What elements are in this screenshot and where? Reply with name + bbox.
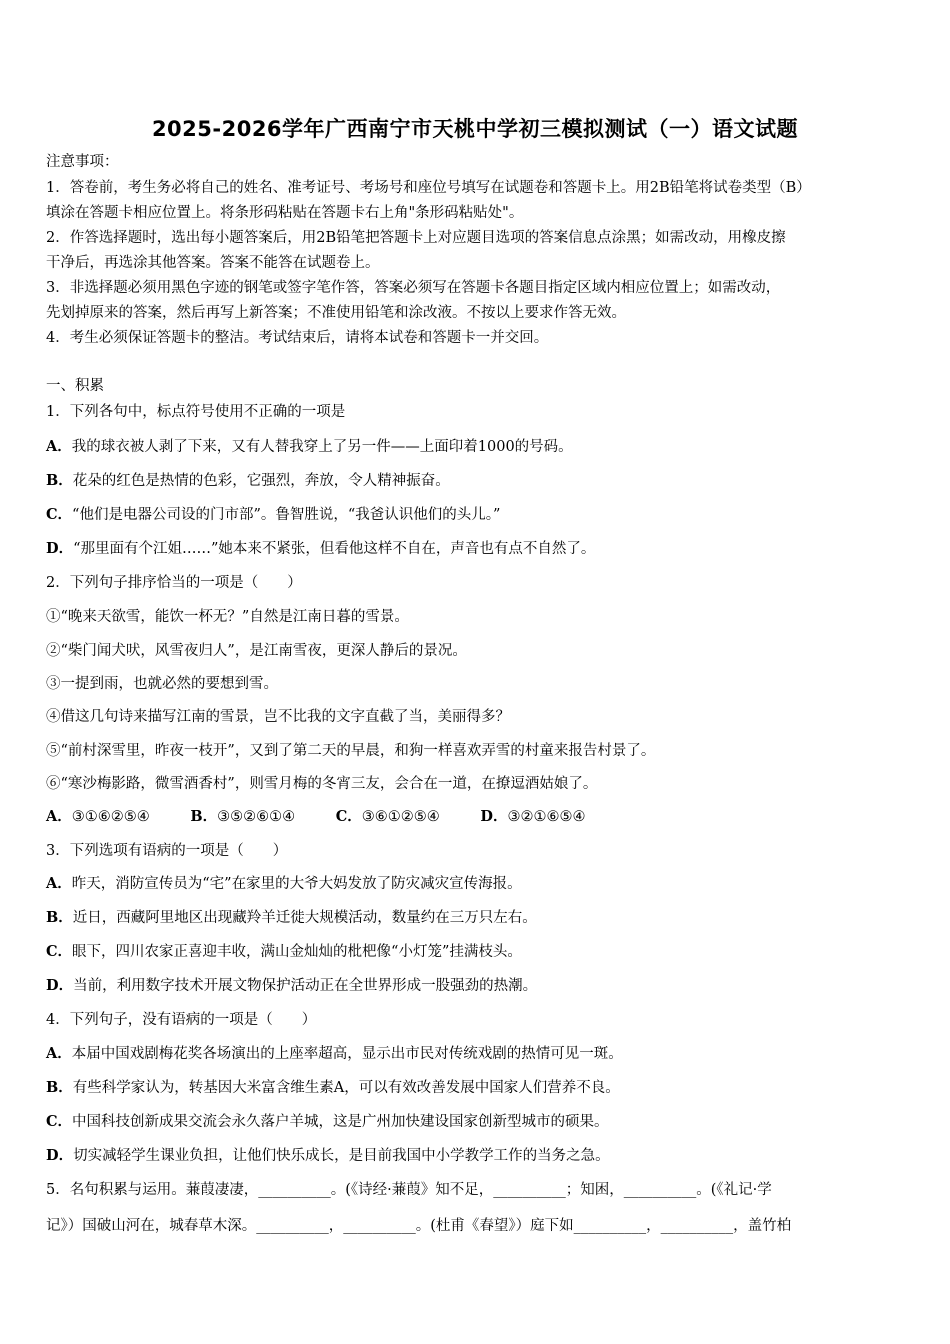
q2-item: ④借这几句诗来描写江南的雪景，岂不比我的文字直截了当，美丽得多？ bbox=[46, 709, 510, 725]
q1-option-b bbox=[46, 471, 908, 491]
option-letter: B． bbox=[46, 1079, 73, 1096]
option-letter: B． bbox=[46, 472, 73, 489]
option-letter: C． bbox=[46, 1113, 73, 1130]
notice-line: 4．考生必须保证答题卡的整洁。考试结束后，请将本试卷和答题卡一并交回。 bbox=[46, 330, 549, 346]
option-text: “他们是电器公司设的门市部”。鲁智胜说，“我爸认识他们的头儿。” bbox=[72, 507, 501, 523]
option-text: 有些科学家认为，转基因大米富含维生素A，可以有效改善发展中国家人们营养不良。 bbox=[72, 1080, 620, 1096]
notice-line: 先划掉原来的答案，然后再写上新答案；不准使用铅笔和涂改液。不按以上要求作答无效。 bbox=[46, 305, 626, 321]
notice-line: 干净后，再选涂其他答案。答案不能答在试题卷上。 bbox=[46, 255, 380, 271]
option-text: ③⑥①②⑤④ bbox=[361, 809, 440, 825]
notice-line: 填涂在答题卡相应位置上。将条形码粘贴在答题卡右上角"条形码粘贴处"。 bbox=[46, 205, 524, 221]
q4-option-a bbox=[46, 1044, 908, 1064]
q3-option-b bbox=[46, 908, 908, 928]
q4-option-b bbox=[46, 1078, 908, 1098]
option-letter: C． bbox=[46, 943, 73, 960]
option-text: 中国科技创新成果交流会永久落户羊城，这是广州加快建设国家创新型城市的硕果。 bbox=[72, 1114, 609, 1130]
option-text: 花朵的红色是热情的色彩，它强烈，奔放，令人精神振奋。 bbox=[72, 473, 450, 489]
option-letter: D． bbox=[46, 977, 74, 994]
notice-line: 1．答卷前，考生务必将自己的姓名、准考证号、考场号和座位号填写在试题卷和答题卡上。用2B铅笔将试卷类型（B） bbox=[46, 180, 811, 196]
q2-option-d bbox=[480, 807, 585, 827]
option-text: 昨天，消防宣传员为“宅”在家里的大爷大妈发放了防灾减灾宣传海报。 bbox=[71, 876, 522, 892]
option-letter: A． bbox=[46, 875, 72, 892]
question-5-line: 记》）国破山河在，城春草木深。__________，__________。(杜甫《春望》）庭下如__________，__________，盖竹柏 bbox=[46, 1218, 792, 1234]
option-letter: A． bbox=[46, 438, 72, 455]
question-2-stem: 2．下列句子排序恰当的一项是（ ） bbox=[46, 575, 302, 591]
option-text: 近日，西藏阿里地区出现藏羚羊迁徙大规模活动，数量约在三万只左右。 bbox=[72, 910, 537, 926]
question-3-stem: 3．下列选项有语病的一项是（ ） bbox=[46, 843, 288, 859]
option-letter: B． bbox=[190, 808, 218, 825]
notice-line: 2．作答选择题时，选出每小题答案后，用2B铅笔把答题卡上对应题目选项的答案信息点涂黑；如需改动，用橡皮擦 bbox=[46, 230, 786, 246]
option-letter: D． bbox=[46, 1147, 74, 1164]
q3-option-a bbox=[46, 874, 908, 894]
q2-option-c bbox=[336, 807, 440, 827]
q2-item: ①“晚来天欲雪，能饮一杯无？”自然是江南日暮的雪景。 bbox=[46, 609, 409, 625]
option-text: ③⑤②⑥①④ bbox=[217, 809, 296, 825]
option-letter: C． bbox=[46, 506, 73, 523]
q1-option-d bbox=[46, 539, 908, 559]
q2-option-a bbox=[46, 807, 150, 827]
question-4-stem: 4．下列句子，没有语病的一项是（ ） bbox=[46, 1012, 317, 1028]
q1-option-a bbox=[46, 437, 908, 457]
option-text: 本届中国戏剧梅花奖各场演出的上座率超高，显示出市民对传统戏剧的热情可见一斑。 bbox=[71, 1046, 623, 1062]
q2-item: ②“柴门闻犬吠，风雪夜归人”，是江南雪夜，更深人静后的景况。 bbox=[46, 643, 467, 659]
q2-item: ⑥“寒沙梅影路，微雪酒香村”，则雪月梅的冬宵三友，会合在一道，在撩逗酒姑娘了。 bbox=[46, 776, 598, 792]
page-title: 2025-2026学年广西南宁市天桃中学初三模拟测试（一）语文试题 bbox=[151, 117, 799, 141]
question-1-stem: 1．下列各句中，标点符号使用不正确的一项是 bbox=[46, 404, 346, 420]
option-text: ③①⑥②⑤④ bbox=[71, 809, 150, 825]
q2-option-b bbox=[190, 807, 295, 827]
option-text: 当前，利用数字技术开展文物保护活动正在全世界形成一股强劲的热潮。 bbox=[73, 978, 538, 994]
option-text: “那里面有个江姐……”她本来不紧张，但看他这样不自在，声音也有点不自然了。 bbox=[73, 541, 596, 557]
section-heading: 一、积累 bbox=[46, 378, 104, 394]
option-text: 切实减轻学生课业负担，让他们快乐成长，是目前我国中小学教学工作的当务之急。 bbox=[73, 1148, 610, 1164]
option-letter: A． bbox=[46, 1045, 72, 1062]
option-letter: D． bbox=[46, 540, 74, 557]
q2-item: ③一提到雨，也就必然的要想到雪。 bbox=[46, 676, 278, 692]
notice-line: 3．非选择题必须用黑色字迹的钢笔或签字笔作答，答案必须写在答题卡各题目指定区域内相应位置上；如需改动， bbox=[46, 280, 781, 296]
q3-option-d bbox=[46, 976, 908, 996]
option-letter: B． bbox=[46, 909, 73, 926]
q1-option-c bbox=[46, 505, 908, 525]
q4-option-c bbox=[46, 1112, 908, 1132]
option-text: ③②①⑥⑤④ bbox=[507, 809, 586, 825]
q2-item: ⑤“前村深雪里，昨夜一枝开”，又到了第二天的早晨，和狗一样喜欢弄雪的村童来报告村景了。 bbox=[46, 743, 656, 759]
notice-heading: 注意事项： bbox=[46, 154, 119, 170]
question-5-line: 5．名句积累与运用。蒹葭凄凄，__________。(《诗经·蒹葭》知不足，__________；知困，__________。(《礼记·学 bbox=[46, 1182, 772, 1198]
option-letter: D． bbox=[480, 808, 508, 825]
option-text: 眼下，四川农家正喜迎丰收，满山金灿灿的枇杷像“小灯笼”挂满枝头。 bbox=[72, 944, 522, 960]
option-letter: A． bbox=[46, 808, 72, 825]
q2-options bbox=[46, 807, 908, 827]
option-text: 我的球衣被人剥了下来，又有人替我穿上了另一件——上面印着1000的号码。 bbox=[71, 439, 573, 455]
option-letter: C． bbox=[335, 808, 362, 825]
q3-option-c bbox=[46, 942, 908, 962]
q4-option-d bbox=[46, 1146, 908, 1166]
